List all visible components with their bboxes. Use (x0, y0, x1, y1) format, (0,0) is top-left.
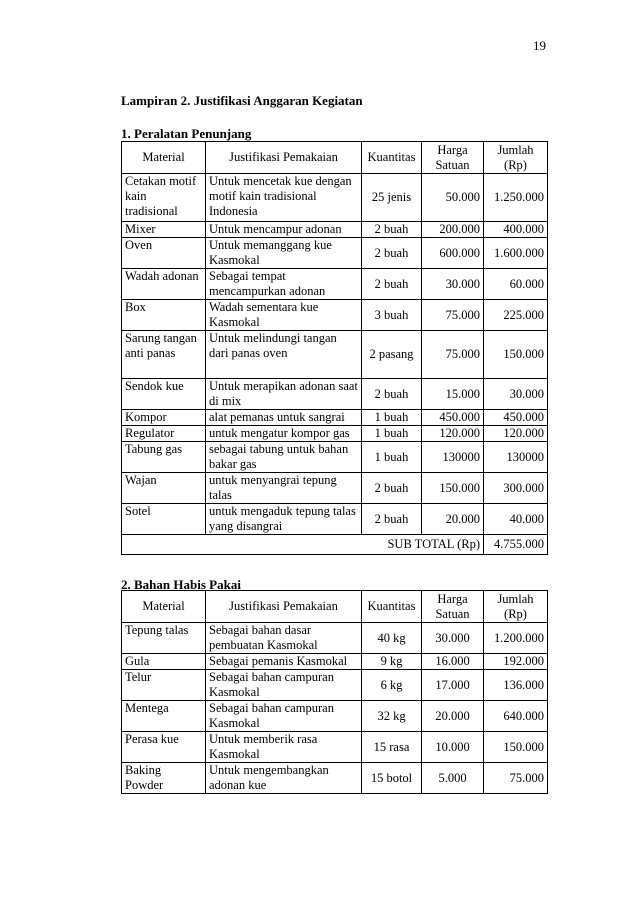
cell-kuantitas: 1 buah (362, 442, 422, 473)
equipment-table (121, 141, 548, 555)
cell-justifikasi: Sebagai bahan campuran Kasmokal (206, 701, 362, 732)
cell-kuantitas: 2 buah (362, 238, 422, 269)
cell-material: Box (122, 300, 206, 331)
cell-kuantitas: 25 jenis (362, 174, 422, 222)
cell-material: Sarung tangan anti panas (122, 331, 206, 379)
cell-kuantitas: 2 buah (362, 504, 422, 535)
cell-kuantitas: 9 kg (362, 654, 422, 670)
cell-jumlah: 640.000 (484, 701, 548, 732)
cell-kuantitas: 1 buah (362, 410, 422, 426)
table-row (122, 269, 548, 300)
consumables-table (121, 590, 548, 794)
table-row (122, 238, 548, 269)
cell-material: Oven (122, 238, 206, 269)
cell-jumlah: 1.600.000 (484, 238, 548, 269)
cell-material: Telur (122, 670, 206, 701)
cell-justifikasi: Sebagai bahan dasar pembuatan Kasmokal (206, 623, 362, 654)
table-row (122, 410, 548, 426)
cell-jumlah: 120.000 (484, 426, 548, 442)
cell-jumlah: 1.250.000 (484, 174, 548, 222)
cell-jumlah: 150.000 (484, 331, 548, 379)
cell-harga-satuan: 15.000 (422, 379, 484, 410)
cell-justifikasi: Sebagai tempat mencampurkan adonan (206, 269, 362, 300)
cell-harga-satuan: 5.000 (422, 763, 484, 794)
cell-harga-satuan: 75.000 (422, 300, 484, 331)
cell-justifikasi: Sebagai pemanis Kasmokal (206, 654, 362, 670)
header-material: Material (122, 142, 206, 174)
cell-harga-satuan: 120.000 (422, 426, 484, 442)
cell-justifikasi: Untuk mencampur adonan (206, 222, 362, 238)
cell-jumlah: 450.000 (484, 410, 548, 426)
cell-material: Sendok kue (122, 379, 206, 410)
table-row (122, 654, 548, 670)
cell-kuantitas: 15 botol (362, 763, 422, 794)
cell-material: Mentega (122, 701, 206, 732)
cell-kuantitas: 2 pasang (362, 331, 422, 379)
cell-harga-satuan: 150.000 (422, 473, 484, 504)
header-kuantitas: Kuantitas (362, 591, 422, 623)
header-justifikasi: Justifikasi Pemakaian (206, 142, 362, 174)
cell-material: Tabung gas (122, 442, 206, 473)
section-heading-peralatan: 1. Peralatan Penunjang (121, 126, 252, 141)
cell-kuantitas: 32 kg (362, 701, 422, 732)
cell-material: Baking Powder (122, 763, 206, 794)
cell-harga-satuan: 450.000 (422, 410, 484, 426)
cell-harga-satuan: 16.000 (422, 654, 484, 670)
cell-kuantitas: 6 kg (362, 670, 422, 701)
cell-kuantitas: 2 buah (362, 379, 422, 410)
cell-jumlah: 60.000 (484, 269, 548, 300)
table-row (122, 174, 548, 222)
page-number: 19 (533, 38, 546, 53)
cell-jumlah: 136.000 (484, 670, 548, 701)
cell-justifikasi: alat pemanas untuk sangrai (206, 410, 362, 426)
cell-harga-satuan: 50.000 (422, 174, 484, 222)
header-jumlah: Jumlah (Rp) (484, 142, 548, 174)
cell-harga-satuan: 75.000 (422, 331, 484, 379)
cell-material: Gula (122, 654, 206, 670)
cell-harga-satuan: 600.000 (422, 238, 484, 269)
cell-material: Perasa kue (122, 732, 206, 763)
header-harga-satuan: Harga Satuan (422, 591, 484, 623)
cell-justifikasi: Wadah sementara kue Kasmokal (206, 300, 362, 331)
table-row (122, 732, 548, 763)
cell-justifikasi: Untuk memanggang kue Kasmokal (206, 238, 362, 269)
subtotal-label: SUB TOTAL (Rp) (122, 535, 484, 555)
section-heading-bahan: 2. Bahan Habis Pakai (121, 577, 241, 592)
cell-material: Mixer (122, 222, 206, 238)
table-row (122, 379, 548, 410)
cell-harga-satuan: 10.000 (422, 732, 484, 763)
cell-harga-satuan: 200.000 (422, 222, 484, 238)
cell-jumlah: 30.000 (484, 379, 548, 410)
cell-kuantitas: 2 buah (362, 473, 422, 504)
cell-material: Tepung talas (122, 623, 206, 654)
cell-jumlah: 75.000 (484, 763, 548, 794)
cell-jumlah: 40.000 (484, 504, 548, 535)
table-row (122, 442, 548, 473)
table-row (122, 623, 548, 654)
header-jumlah: Jumlah (Rp) (484, 591, 548, 623)
cell-kuantitas: 3 buah (362, 300, 422, 331)
subtotal-value: 4.755.000 (484, 535, 548, 555)
cell-justifikasi: Untuk mencetak kue dengan motif kain tradisional Indonesia (206, 174, 362, 222)
cell-material: Wajan (122, 473, 206, 504)
table-row (122, 426, 548, 442)
cell-justifikasi: Untuk melindungi tangan dari panas oven (206, 331, 362, 379)
table-row (122, 670, 548, 701)
cell-harga-satuan: 20.000 (422, 504, 484, 535)
cell-justifikasi: Sebagai bahan campuran Kasmokal (206, 670, 362, 701)
cell-justifikasi: sebagai tabung untuk bahan bakar gas (206, 442, 362, 473)
cell-jumlah: 192.000 (484, 654, 548, 670)
cell-harga-satuan: 130000 (422, 442, 484, 473)
table-row (122, 763, 548, 794)
cell-justifikasi: Untuk merapikan adonan saat di mix (206, 379, 362, 410)
cell-jumlah: 300.000 (484, 473, 548, 504)
table-row (122, 504, 548, 535)
header-material: Material (122, 591, 206, 623)
cell-kuantitas: 2 buah (362, 222, 422, 238)
cell-jumlah: 130000 (484, 442, 548, 473)
cell-material: Kompor (122, 410, 206, 426)
cell-harga-satuan: 20.000 (422, 701, 484, 732)
cell-justifikasi: untuk menyangrai tepung talas (206, 473, 362, 504)
cell-justifikasi: Untuk mengembangkan adonan kue (206, 763, 362, 794)
cell-material: Cetakan motif kain tradisional (122, 174, 206, 222)
cell-kuantitas: 15 rasa (362, 732, 422, 763)
cell-material: Wadah adonan (122, 269, 206, 300)
cell-kuantitas: 2 buah (362, 269, 422, 300)
cell-justifikasi: untuk mengaduk tepung talas yang disangrai (206, 504, 362, 535)
cell-material: Sotel (122, 504, 206, 535)
table-row (122, 701, 548, 732)
document-title: Lampiran 2. Justifikasi Anggaran Kegiatan (121, 93, 363, 108)
cell-harga-satuan: 17.000 (422, 670, 484, 701)
table-row (122, 473, 548, 504)
cell-justifikasi: untuk mengatur kompor gas (206, 426, 362, 442)
cell-jumlah: 225.000 (484, 300, 548, 331)
header-justifikasi: Justifikasi Pemakaian (206, 591, 362, 623)
table-row (122, 331, 548, 379)
cell-justifikasi: Untuk memberik rasa Kasmokal (206, 732, 362, 763)
cell-material: Regulator (122, 426, 206, 442)
table-row (122, 222, 548, 238)
cell-kuantitas: 40 kg (362, 623, 422, 654)
table-row (122, 300, 548, 331)
cell-kuantitas: 1 buah (362, 426, 422, 442)
header-harga-satuan: Harga Satuan (422, 142, 484, 174)
cell-jumlah: 400.000 (484, 222, 548, 238)
cell-jumlah: 150.000 (484, 732, 548, 763)
header-kuantitas: Kuantitas (362, 142, 422, 174)
cell-harga-satuan: 30.000 (422, 269, 484, 300)
cell-jumlah: 1.200.000 (484, 623, 548, 654)
cell-harga-satuan: 30.000 (422, 623, 484, 654)
